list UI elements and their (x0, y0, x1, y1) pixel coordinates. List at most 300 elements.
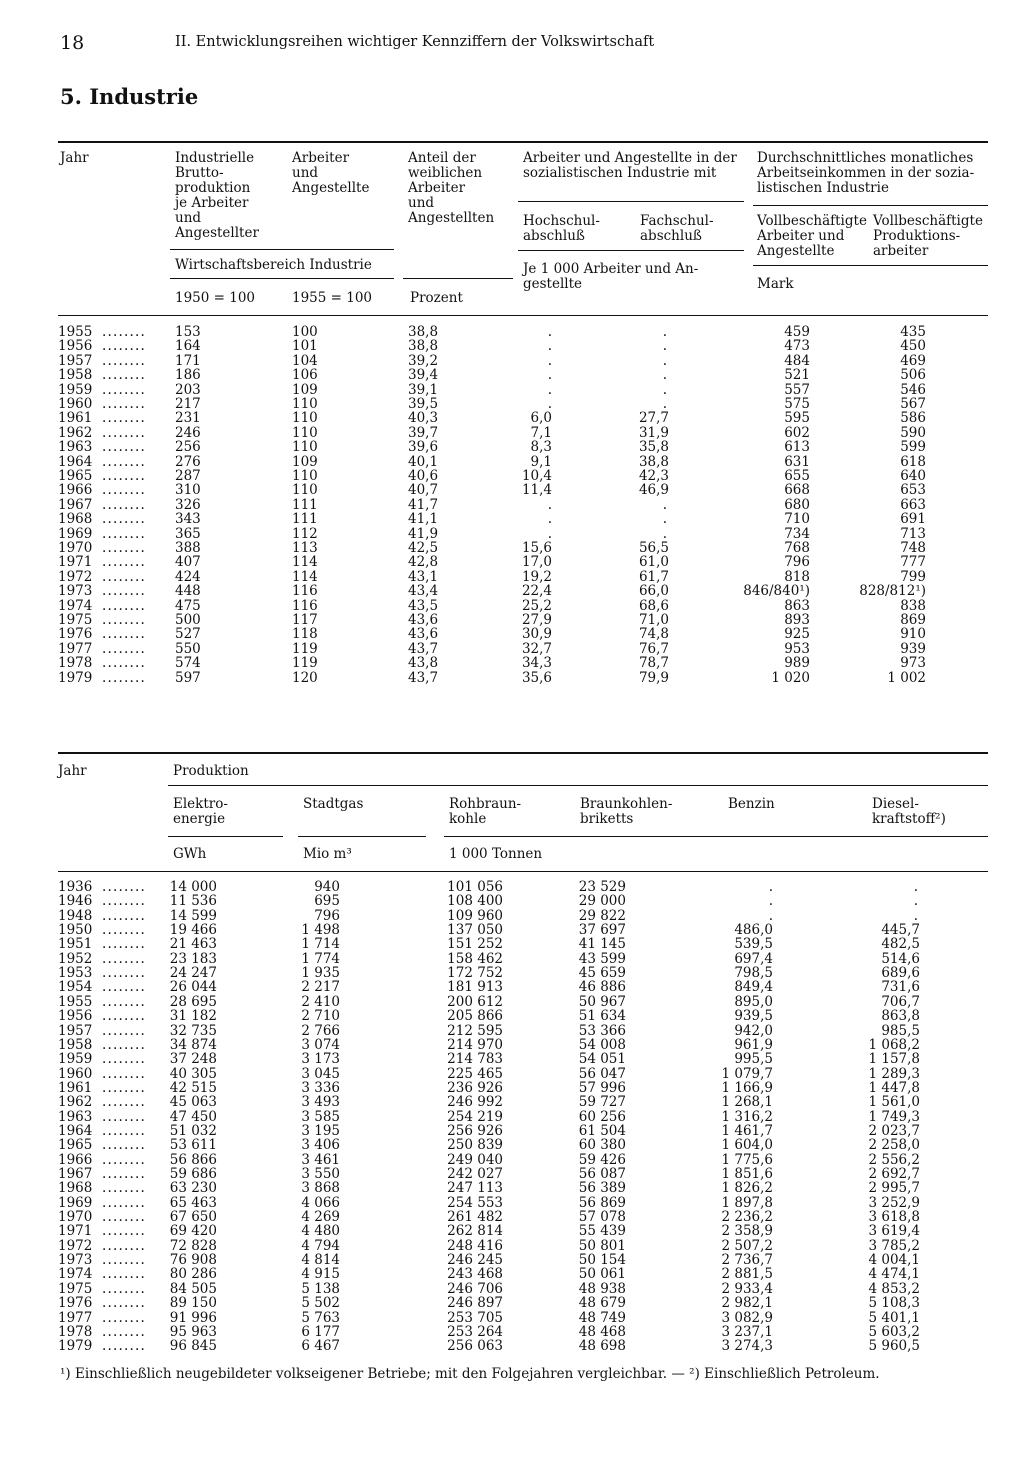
cell-briketts: 54 051 (578, 1051, 626, 1068)
cell-elektroenergie: 14 599 (169, 907, 217, 924)
cell-einkommen-angestellte: 818 (784, 568, 810, 585)
cell-rohbraunkohle: 236 926 (447, 1079, 503, 1096)
cell-briketts: 43 599 (578, 950, 626, 967)
table2-rule-tonnen (444, 836, 988, 837)
cell-briketts: 57 996 (578, 1079, 626, 1096)
cell-elektroenergie: 42 515 (169, 1079, 217, 1096)
cell-elektroenergie: 14 000 (169, 879, 217, 895)
cell-elektroenergie: 84 505 (169, 1280, 217, 1297)
row-year: 1979 (58, 1338, 93, 1355)
dot-leader: ........ (102, 439, 146, 456)
cell-einkommen-produktion: 435 (900, 324, 926, 340)
cell-einkommen-angestellte: 668 (784, 482, 810, 499)
cell-elektroenergie: 32 735 (169, 1022, 217, 1039)
table2-header-stadtgas: Stadtgas (303, 796, 364, 812)
cell-bruttoproduktion: 276 (175, 453, 201, 470)
table1-unit-1950: 1950 = 100 (175, 290, 256, 306)
cell-bruttoproduktion: 217 (175, 396, 201, 412)
cell-hochschul: 11,4 (521, 482, 552, 499)
cell-elektroenergie: 80 286 (169, 1266, 217, 1283)
cell-stadtgas: 3 868 (301, 1180, 340, 1197)
cell-einkommen-angestellte: 484 (784, 352, 810, 369)
cell-einkommen-produktion: 838 (900, 597, 926, 614)
row-year: 1978 (58, 1323, 93, 1340)
table-row (0, 642, 1024, 656)
table-row (0, 966, 1024, 980)
table-row (0, 1224, 1024, 1238)
dot-leader: ........ (102, 936, 146, 953)
cell-fachschul: 74,8 (638, 626, 669, 643)
table-row (0, 440, 1024, 454)
table1-header-bottom-rule (58, 315, 988, 316)
table-row (0, 426, 1024, 440)
cell-hochschul: . (547, 396, 552, 412)
cell-benzin: 2 358,9 (721, 1223, 773, 1240)
row-year: 1961 (58, 1079, 93, 1096)
cell-rohbraunkohle: 200 612 (447, 993, 503, 1010)
cell-fachschul: 61,7 (638, 568, 669, 585)
dot-leader: ........ (102, 1079, 146, 1096)
cell-bruttoproduktion: 365 (175, 525, 201, 542)
dot-leader: ........ (102, 396, 146, 412)
row-year: 1975 (58, 612, 93, 628)
cell-elektroenergie: 95 963 (169, 1323, 217, 1340)
row-year: 1964 (58, 453, 93, 470)
dot-leader: ........ (102, 1065, 146, 1082)
cell-briketts: 59 426 (578, 1151, 626, 1168)
cell-benzin: 939,5 (734, 1008, 773, 1025)
cell-diesel: 1 289,3 (868, 1065, 920, 1082)
cell-elektroenergie: 45 063 (169, 1094, 217, 1111)
cell-bruttoproduktion: 186 (175, 367, 201, 384)
cell-fachschul: . (662, 525, 667, 542)
dot-leader: ........ (102, 1151, 146, 1168)
table1-rule-above-prozent (403, 278, 513, 279)
dot-leader: ........ (102, 1122, 146, 1139)
dot-leader: ........ (102, 979, 146, 996)
row-year: 1972 (58, 568, 93, 585)
cell-diesel: 445,7 (881, 922, 920, 939)
table-row (0, 995, 1024, 1009)
cell-einkommen-angestellte: 655 (784, 468, 810, 484)
cell-anteil-weiblich: 40,7 (408, 482, 439, 499)
cell-rohbraunkohle: 137 050 (447, 922, 503, 939)
table-row (0, 894, 1024, 908)
cell-diesel: 2 023,7 (868, 1122, 920, 1139)
cell-benzin: 1 604,0 (721, 1137, 773, 1154)
dot-leader: ........ (102, 1266, 146, 1283)
cell-einkommen-produktion: 590 (900, 424, 926, 441)
table2-unit-mio: Mio m³ (303, 846, 352, 862)
row-year: 1973 (58, 583, 93, 600)
dot-leader: ........ (102, 965, 146, 982)
cell-hochschul: 6,0 (530, 410, 552, 427)
cell-diesel: 731,6 (881, 979, 920, 996)
cell-elektroenergie: 89 150 (169, 1295, 217, 1312)
table-row (0, 1210, 1024, 1224)
table1-header-vollbesch-produktion: Vollbeschäftigte Produktions- arbeiter (873, 213, 983, 259)
cell-rohbraunkohle: 214 970 (447, 1036, 503, 1053)
cell-anteil-weiblich: 40,1 (408, 453, 439, 470)
cell-fachschul: 27,7 (638, 410, 669, 427)
cell-einkommen-produktion: 546 (900, 381, 926, 398)
cell-briketts: 53 366 (578, 1022, 626, 1039)
cell-bruttoproduktion: 171 (175, 352, 201, 369)
cell-stadtgas: 5 502 (301, 1295, 340, 1312)
table-row (0, 1153, 1024, 1167)
cell-benzin: 486,0 (734, 922, 773, 939)
dot-leader: ........ (102, 1209, 146, 1226)
table2-header-jahr: Jahr (58, 763, 87, 779)
dot-leader: ........ (102, 950, 146, 967)
cell-einkommen-angestellte: 459 (784, 324, 810, 340)
cell-elektroenergie: 59 686 (169, 1166, 217, 1182)
row-year: 1979 (58, 669, 93, 686)
cell-stadtgas: 940 (314, 879, 340, 895)
cell-benzin: 1 166,9 (721, 1079, 773, 1096)
cell-rohbraunkohle: 108 400 (447, 893, 503, 910)
table-row (0, 1196, 1024, 1210)
row-year: 1954 (58, 979, 93, 996)
cell-briketts: 50 801 (578, 1237, 626, 1254)
cell-anteil-weiblich: 40,3 (408, 410, 439, 427)
cell-diesel: 2 995,7 (868, 1180, 920, 1197)
cell-hochschul: 34,3 (521, 655, 552, 672)
table-row (0, 1124, 1024, 1138)
cell-bruttoproduktion: 164 (175, 338, 201, 355)
cell-bruttoproduktion: 326 (175, 496, 201, 513)
cell-diesel: 1 561,0 (868, 1094, 920, 1111)
row-year: 1961 (58, 410, 93, 427)
cell-einkommen-produktion: 567 (900, 396, 926, 412)
cell-einkommen-produktion: 713 (900, 525, 926, 542)
table2-top-rule (58, 752, 988, 754)
cell-arbeiter: 109 (292, 453, 318, 470)
table1-header-bruttoproduktion: Industrielle Brutto- produktion je Arbeiter und Angestellter (175, 150, 259, 241)
cell-rohbraunkohle: 253 705 (447, 1309, 503, 1326)
cell-rohbraunkohle: 248 416 (447, 1237, 503, 1254)
row-year: 1946 (58, 893, 93, 910)
table1-header-arbeiter: Arbeiter und Angestellte (292, 150, 370, 196)
cell-elektroenergie: 47 450 (169, 1108, 217, 1125)
cell-benzin: 1 826,2 (721, 1180, 773, 1197)
cell-einkommen-produktion: 799 (900, 568, 926, 585)
cell-anteil-weiblich: 43,6 (408, 612, 439, 628)
row-year: 1958 (58, 1036, 93, 1053)
cell-elektroenergie: 26 044 (169, 979, 217, 996)
cell-elektroenergie: 11 536 (169, 893, 217, 910)
cell-einkommen-angestellte: 613 (784, 439, 810, 456)
cell-fachschul: . (662, 496, 667, 513)
cell-anteil-weiblich: 38,8 (408, 324, 439, 340)
dot-leader: ........ (102, 338, 146, 355)
dot-leader: ........ (102, 922, 146, 939)
cell-stadtgas: 5 763 (301, 1309, 340, 1326)
cell-fachschul: 35,8 (638, 439, 669, 456)
cell-stadtgas: 4 269 (301, 1209, 340, 1226)
cell-diesel: 5 108,3 (868, 1295, 920, 1312)
table-row (0, 498, 1024, 512)
cell-benzin: 539,5 (734, 936, 773, 953)
table-row (0, 952, 1024, 966)
row-year: 1963 (58, 1108, 93, 1125)
cell-hochschul: . (547, 338, 552, 355)
cell-briketts: 51 634 (578, 1008, 626, 1025)
cell-bruttoproduktion: 407 (175, 554, 201, 571)
cell-fachschul: . (662, 352, 667, 369)
cell-arbeiter: 119 (292, 655, 318, 672)
cell-anteil-weiblich: 39,2 (408, 352, 439, 369)
cell-anteil-weiblich: 43,8 (408, 655, 439, 672)
dot-leader: ........ (102, 568, 146, 585)
table-row (0, 1181, 1024, 1195)
cell-briketts: 60 380 (578, 1137, 626, 1154)
cell-rohbraunkohle: 250 839 (447, 1137, 503, 1154)
cell-stadtgas: 2 710 (301, 1008, 340, 1025)
dot-leader: ........ (102, 1166, 146, 1182)
cell-elektroenergie: 53 611 (169, 1137, 217, 1154)
row-year: 1950 (58, 922, 93, 939)
cell-briketts: 46 886 (578, 979, 626, 996)
cell-elektroenergie: 76 908 (169, 1252, 217, 1269)
cell-arbeiter: 110 (292, 482, 318, 499)
cell-elektroenergie: 23 183 (169, 950, 217, 967)
row-year: 1977 (58, 1309, 93, 1326)
cell-diesel: 1 068,2 (868, 1036, 920, 1053)
cell-rohbraunkohle: 253 264 (447, 1323, 503, 1340)
cell-stadtgas: 3 585 (301, 1108, 340, 1125)
table1-header-jahr: Jahr (60, 150, 89, 166)
footnote: ¹) Einschließlich neugebildeter volkseigener Betriebe; mit den Folgejahren vergleichbar. — ²) Einschließlich Petroleum. (60, 1366, 880, 1382)
table-row (0, 599, 1024, 613)
cell-stadtgas: 6 467 (301, 1338, 340, 1355)
cell-bruttoproduktion: 550 (175, 640, 201, 657)
cell-stadtgas: 796 (314, 907, 340, 924)
cell-einkommen-angestellte: 557 (784, 381, 810, 398)
cell-einkommen-angestellte: 925 (784, 626, 810, 643)
dot-leader: ........ (102, 612, 146, 628)
table1-unit-je1000: Je 1 000 Arbeiter und An- gestellte (523, 261, 699, 292)
cell-bruttoproduktion: 256 (175, 439, 201, 456)
cell-stadtgas: 4 480 (301, 1223, 340, 1240)
cell-briketts: 56 087 (578, 1166, 626, 1182)
cell-benzin: 942,0 (734, 1022, 773, 1039)
cell-diesel: 706,7 (881, 993, 920, 1010)
cell-diesel: 863,8 (881, 1008, 920, 1025)
dot-leader: ........ (102, 468, 146, 484)
cell-arbeiter: 112 (292, 525, 318, 542)
dot-leader: ........ (102, 324, 146, 340)
cell-elektroenergie: 21 463 (169, 936, 217, 953)
dot-leader: ........ (102, 352, 146, 369)
cell-hochschul: 8,3 (530, 439, 552, 456)
cell-arbeiter: 110 (292, 410, 318, 427)
cell-einkommen-angestellte: 473 (784, 338, 810, 355)
cell-benzin: 1 851,6 (721, 1166, 773, 1182)
cell-bruttoproduktion: 424 (175, 568, 201, 585)
cell-arbeiter: 116 (292, 597, 318, 614)
dot-leader: ........ (102, 381, 146, 398)
cell-rohbraunkohle: 225 465 (447, 1065, 503, 1082)
cell-stadtgas: 4 915 (301, 1266, 340, 1283)
table2-unit-tonnen: 1 000 Tonnen (449, 846, 543, 862)
row-year: 1969 (58, 525, 93, 542)
cell-fachschul: . (662, 338, 667, 355)
dot-leader: ........ (102, 1223, 146, 1240)
cell-rohbraunkohle: 172 752 (447, 965, 503, 982)
row-year: 1962 (58, 1094, 93, 1111)
row-year: 1970 (58, 1209, 93, 1226)
cell-bruttoproduktion: 448 (175, 583, 201, 600)
cell-arbeiter: 111 (292, 496, 318, 513)
cell-elektroenergie: 56 866 (169, 1151, 217, 1168)
table2-header-produktion: Produktion (173, 763, 249, 779)
cell-elektroenergie: 63 230 (169, 1180, 217, 1197)
cell-anteil-weiblich: 43,7 (408, 640, 439, 657)
cell-hochschul: 17,0 (521, 554, 552, 571)
row-year: 1975 (58, 1280, 93, 1297)
table1-rule-group-a (518, 201, 744, 202)
cell-einkommen-angestellte: 846/840¹) (743, 583, 810, 600)
row-year: 1963 (58, 439, 93, 456)
cell-rohbraunkohle: 254 553 (447, 1194, 503, 1211)
table-row (0, 1267, 1024, 1281)
table-row (0, 455, 1024, 469)
cell-briketts: 57 078 (578, 1209, 626, 1226)
cell-elektroenergie: 91 996 (169, 1309, 217, 1326)
row-year: 1974 (58, 597, 93, 614)
cell-bruttoproduktion: 597 (175, 669, 201, 686)
cell-einkommen-produktion: 869 (900, 612, 926, 628)
cell-benzin: 2 982,1 (721, 1295, 773, 1312)
cell-diesel: 1 749,3 (868, 1108, 920, 1125)
cell-stadtgas: 4 794 (301, 1237, 340, 1254)
row-year: 1955 (58, 324, 93, 340)
dot-leader: ........ (102, 993, 146, 1010)
dot-leader: ........ (102, 597, 146, 614)
cell-hochschul: 27,9 (521, 612, 552, 628)
cell-einkommen-angestellte: 796 (784, 554, 810, 571)
cell-benzin: . (768, 893, 773, 910)
row-year: 1966 (58, 482, 93, 499)
table2-header-benzin: Benzin (728, 796, 775, 812)
cell-elektroenergie: 24 247 (169, 965, 217, 982)
cell-einkommen-angestellte: 710 (784, 511, 810, 528)
cell-bruttoproduktion: 203 (175, 381, 201, 398)
cell-briketts: 23 529 (578, 879, 626, 895)
cell-einkommen-angestellte: 953 (784, 640, 810, 657)
cell-stadtgas: 4 814 (301, 1252, 340, 1269)
cell-benzin: 995,5 (734, 1051, 773, 1068)
cell-anteil-weiblich: 42,8 (408, 554, 439, 571)
cell-hochschul: 32,7 (521, 640, 552, 657)
cell-arbeiter: 117 (292, 612, 318, 628)
cell-rohbraunkohle: 214 783 (447, 1051, 503, 1068)
table-row (0, 555, 1024, 569)
cell-einkommen-angestellte: 595 (784, 410, 810, 427)
table1-rule-above-wb (170, 249, 394, 250)
cell-einkommen-angestellte: 893 (784, 612, 810, 628)
table1-top-rule (58, 141, 988, 143)
cell-bruttoproduktion: 388 (175, 540, 201, 556)
table-row (0, 937, 1024, 951)
cell-elektroenergie: 37 248 (169, 1051, 217, 1068)
table-row (0, 1339, 1024, 1353)
cell-diesel: 2 692,7 (868, 1166, 920, 1182)
cell-benzin: 849,4 (734, 979, 773, 996)
cell-hochschul: 10,4 (521, 468, 552, 484)
cell-arbeiter: 118 (292, 626, 318, 643)
cell-hochschul: 30,9 (521, 626, 552, 643)
cell-rohbraunkohle: 256 063 (447, 1338, 503, 1355)
table2-header-diesel: Diesel- kraftstoff²) (872, 796, 946, 827)
cell-elektroenergie: 40 305 (169, 1065, 217, 1082)
cell-stadtgas: 3 336 (301, 1079, 340, 1096)
cell-briketts: 56 047 (578, 1065, 626, 1082)
table-row (0, 541, 1024, 555)
table2-header-bottom-rule (58, 871, 988, 872)
cell-rohbraunkohle: 256 926 (447, 1122, 503, 1139)
cell-stadtgas: 3 195 (301, 1122, 340, 1139)
cell-stadtgas: 3 173 (301, 1051, 340, 1068)
row-year: 1958 (58, 367, 93, 384)
cell-benzin: 895,0 (734, 993, 773, 1010)
cell-benzin: 3 237,1 (721, 1323, 773, 1340)
cell-bruttoproduktion: 246 (175, 424, 201, 441)
cell-anteil-weiblich: 39,7 (408, 424, 439, 441)
cell-briketts: 54 008 (578, 1036, 626, 1053)
dot-leader: ........ (102, 1194, 146, 1211)
dot-leader: ........ (102, 1280, 146, 1297)
cell-diesel: 985,5 (881, 1022, 920, 1039)
cell-diesel: . (913, 907, 918, 924)
row-year: 1967 (58, 1166, 93, 1182)
cell-arbeiter: 119 (292, 640, 318, 657)
cell-einkommen-produktion: 748 (900, 540, 926, 556)
dot-leader: ........ (102, 554, 146, 571)
cell-einkommen-produktion: 1 002 (887, 669, 926, 686)
cell-rohbraunkohle: 212 595 (447, 1022, 503, 1039)
cell-diesel: 3 619,4 (868, 1223, 920, 1240)
dot-leader: ........ (102, 1108, 146, 1125)
running-head: II. Entwicklungsreihen wichtiger Kennziffern der Volkswirtschaft (175, 34, 655, 50)
table-row (0, 383, 1024, 397)
cell-arbeiter: 100 (292, 324, 318, 340)
row-year: 1966 (58, 1151, 93, 1168)
cell-diesel: 1 447,8 (868, 1079, 920, 1096)
cell-hochschul: 35,6 (521, 669, 552, 686)
cell-fachschul: . (662, 511, 667, 528)
cell-anteil-weiblich: 43,6 (408, 626, 439, 643)
cell-diesel: 5 603,2 (868, 1323, 920, 1340)
table1-unit-1955: 1955 = 100 (292, 290, 373, 306)
dot-leader: ........ (102, 1094, 146, 1111)
cell-fachschul: 42,3 (638, 468, 669, 484)
cell-diesel: 2 556,2 (868, 1151, 920, 1168)
cell-hochschul: 9,1 (530, 453, 552, 470)
cell-anteil-weiblich: 43,1 (408, 568, 439, 585)
cell-stadtgas: 1 714 (301, 936, 340, 953)
cell-benzin: 961,9 (734, 1036, 773, 1053)
cell-benzin: 3 082,9 (721, 1309, 773, 1326)
dot-leader: ........ (102, 626, 146, 643)
cell-anteil-weiblich: 41,7 (408, 496, 439, 513)
cell-hochschul: 19,2 (521, 568, 552, 585)
row-year: 1962 (58, 424, 93, 441)
cell-diesel: 514,6 (881, 950, 920, 967)
row-year: 1956 (58, 338, 93, 355)
table2-header-elektroenergie: Elektro- energie (173, 796, 228, 827)
